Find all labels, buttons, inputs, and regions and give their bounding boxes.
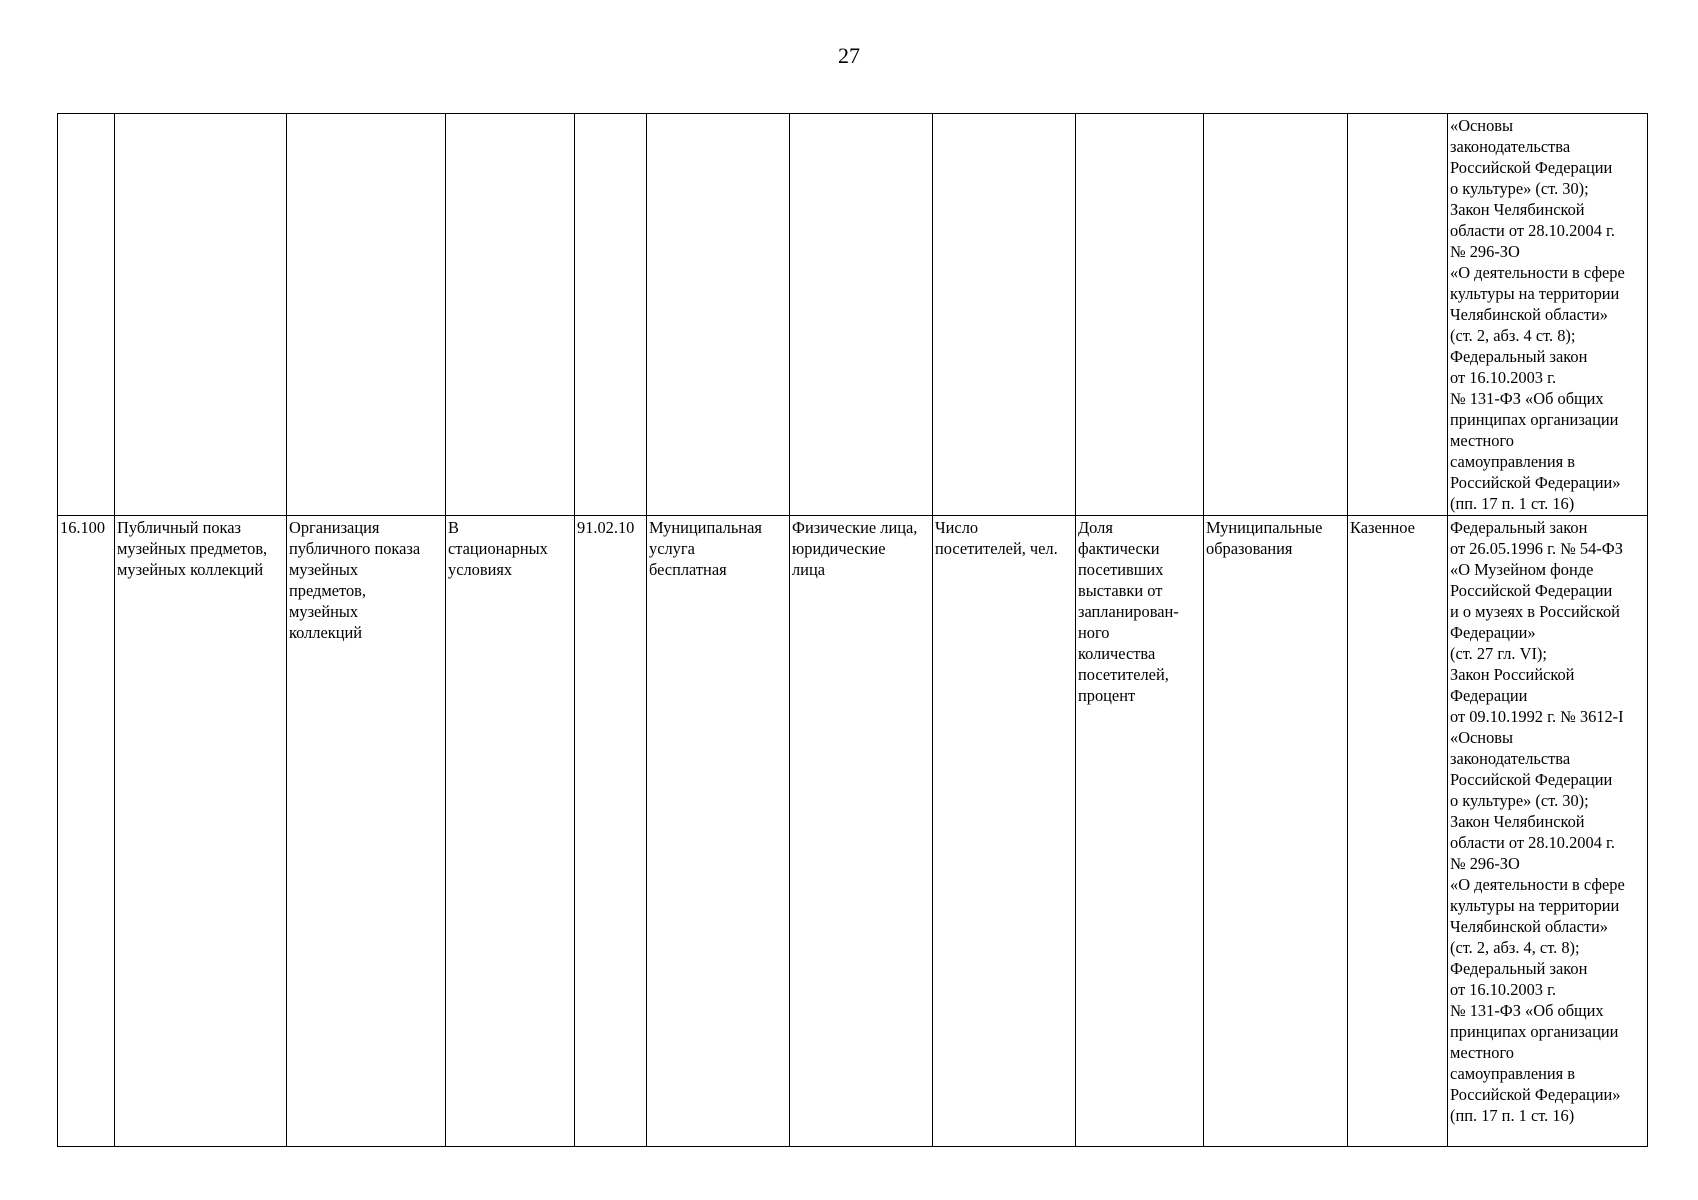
cell-service-name [115, 114, 287, 516]
cell-service-name: Публичный показ музейных предметов, музейных коллекций [115, 516, 287, 1147]
cell-number [58, 114, 115, 516]
table-row-service-16-100 [58, 516, 1648, 1147]
cell-legal-basis: «Основы законодательства Российской Федерации о культуре» (ст. 30); Закон Челябинской области от 28.10.2004 г. № 296-ЗО «О деятельности в сфере культуры на территории Челябинской области» (ст. 2, абз. 4 ст. 8); Федеральный закон от 16.10.2003 г. № 131-ФЗ «Об общих принципах организации местного самоуправления в Российской Федерации» (пп. 17 п. 1 ст. 16) [1448, 114, 1648, 516]
cell-volume-indicator [933, 114, 1076, 516]
cell-quality-indicator [1076, 114, 1204, 516]
cell-institution-type: Казенное [1348, 516, 1448, 1147]
cell-code: 91.02.10 [575, 516, 647, 1147]
cell-quality-indicator: Доля фактически посетивших выставки от запланирован- ного количества посетителей, процент [1076, 516, 1204, 1147]
page-number: 27 [838, 43, 860, 68]
cell-authority [1204, 114, 1348, 516]
cell-service-type [647, 114, 790, 516]
cell-conditions: В стационарных условиях [446, 516, 575, 1147]
table-row-continuation [58, 114, 1648, 516]
cell-volume-indicator: Число посетителей, чел. [933, 516, 1076, 1147]
cell-code [575, 114, 647, 516]
cell-consumers: Физические лица, юридические лица [790, 516, 933, 1147]
services-table [57, 113, 1648, 1147]
cell-legal-basis: Федеральный закон от 26.05.1996 г. № 54-ФЗ «О Музейном фонде Российской Федерации и о музеях в Российской Федерации» (ст. 27 гл. VI); Закон Российской Федерации от 09.10.1992 г. № 3612-I «Основы законодательства Российской Федерации о культуре» (ст. 30); Закон Челябинской области от 28.10.2004 г. № 296-ЗО «О деятельности в сфере культуры на территории Челябинской области» (ст. 2, абз. 4, ст. 8); Федеральный закон от 16.10.2003 г. № 131-ФЗ «Об общих принципах организации местного самоуправления в Российской Федерации» (пп. 17 п. 1 ст. 16) [1448, 516, 1648, 1147]
cell-content: Организация публичного показа музейных предметов, музейных коллекций [287, 516, 446, 1147]
cell-consumers [790, 114, 933, 516]
cell-number: 16.100 [58, 516, 115, 1147]
cell-authority: Муниципальные образования [1204, 516, 1348, 1147]
cell-content [287, 114, 446, 516]
cell-conditions [446, 114, 575, 516]
cell-service-type: Муниципальная услуга бесплатная [647, 516, 790, 1147]
cell-institution-type [1348, 114, 1448, 516]
